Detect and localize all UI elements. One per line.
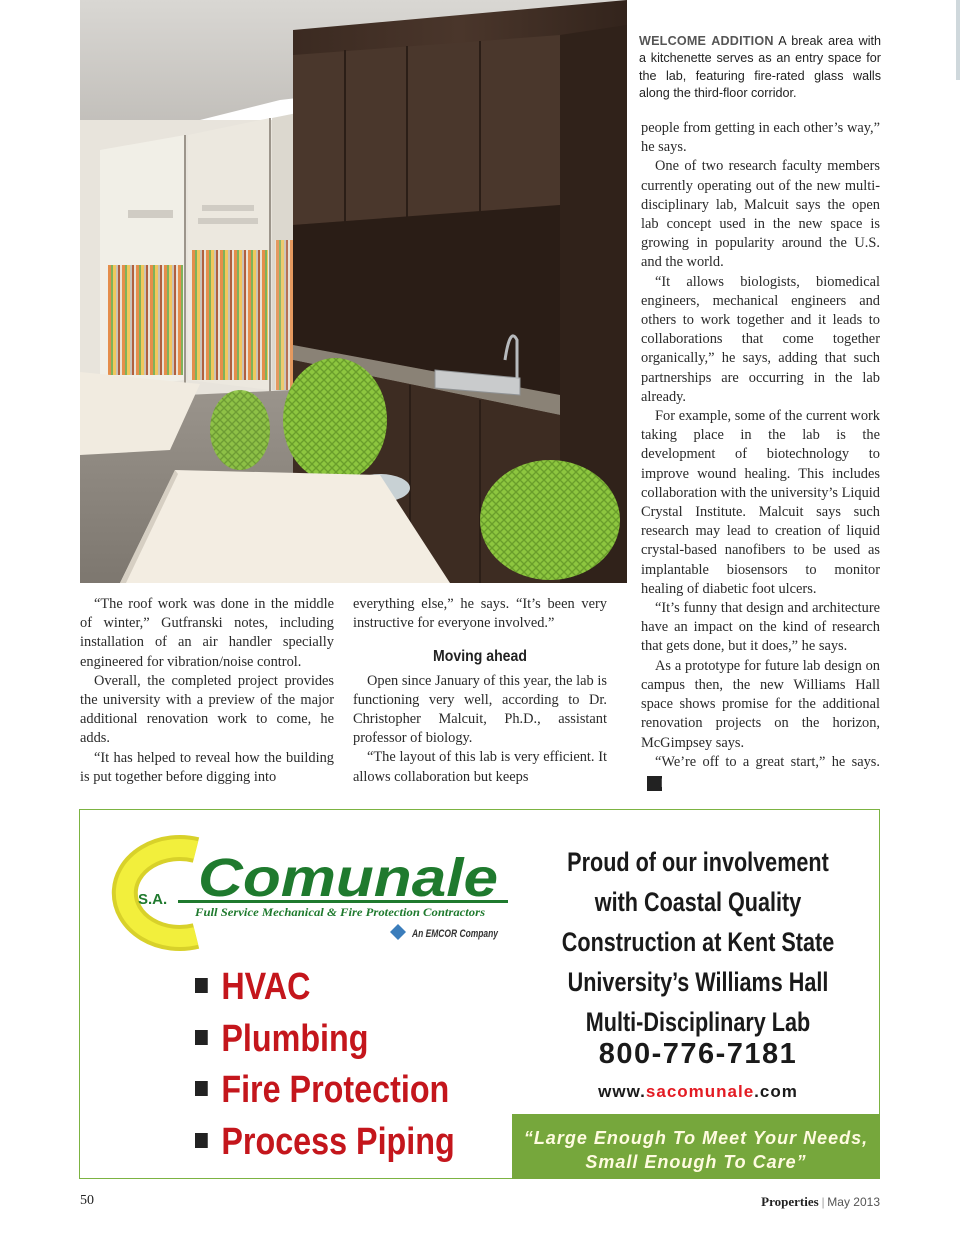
footer-separator: | [821, 1194, 825, 1209]
kitchenette-photo [80, 0, 627, 583]
article-column-3 [641, 119, 880, 791]
paragraph: “The layout of this lab is very efficient. It allows collaboration but keeps [353, 749, 607, 785]
ad-phone-number: 800-776-7181 [598, 1038, 798, 1070]
paragraph: Open since January of this year, the lab is functioning very well, according to Dr. Christopher Malcuit, Ph.D., assistant professor of biology. [353, 672, 607, 747]
comunale-advertisement [79, 809, 880, 1179]
paragraph: “It has helped to reveal how the building is put together before digging into [80, 749, 334, 785]
logo-parent-company: An EMCOR Company [411, 928, 499, 940]
logo-initials: S.A. [138, 891, 168, 908]
running-footer [761, 1194, 880, 1210]
service-item [195, 962, 455, 1014]
comunale-logo [98, 828, 508, 948]
service-label: Fire Protection [221, 1069, 450, 1111]
closing-quote: “We’re off to a great start,” he says. [655, 753, 880, 770]
ad-headline: Proud of our involvement with Coastal Quality Construction at Kent State University’s Williams Hall Multi-Disciplinary Lab [561, 847, 835, 1037]
service-label: Process Piping [221, 1120, 455, 1163]
paragraph: One of two research faculty members currently operating out of the new multi-disciplinary lab, Malcuit says the open lab concept used in the new space is growing in popularity around the U.S. and the world. [641, 158, 880, 271]
service-item [195, 1014, 455, 1066]
services-list [195, 962, 501, 1168]
page-edge [956, 0, 960, 80]
section-subhead: Moving ahead [433, 648, 527, 666]
square-bullet-icon [195, 978, 208, 993]
photo-caption [639, 33, 881, 103]
service-item [195, 1117, 455, 1169]
web-brand: sacomunale [645, 1082, 755, 1101]
square-bullet-icon [195, 1133, 208, 1148]
paragraph: “It allows biologists, biomedical engineers, mechanical engineers and others to work together and it leads to collaborations that come together organically,” he says, adding that such partnerships are occurring in the lab already. [641, 273, 880, 405]
slogan-text [512, 1126, 880, 1174]
paragraph: Overall, the completed project provides the university with a preview of the major additional renovation work to come, he adds. [80, 672, 334, 747]
paragraph: For example, some of the current work taking place in the lab is the development of biotechnology to improve wound healing. This includes collaboration with the university’s Liquid Crystal Institute. Malcuit says such research may lead to creation of liquid crystal-based nanofibers to be used as implantable biosensors to monitor healing of diabetic foot ulcers. [641, 408, 881, 597]
article-column-1 [80, 595, 334, 787]
service-item [195, 1065, 455, 1117]
paragraph: everything else,” he says. “It’s been very instructive for everyone involved.” [353, 596, 607, 632]
slogan-banner [512, 1114, 880, 1179]
caption-text: A break area with a kitchenette serves as an entry space for the lab, featuring fire-rated glass walls along the third-floor corridor. [639, 34, 881, 101]
square-bullet-icon [195, 1081, 208, 1096]
paragraph: As a prototype for future lab design on campus then, the new Williams Hall space shows promise for the additional renovation projects on the horizon, McGimpsey says. [641, 657, 880, 751]
square-bullet-icon [195, 1030, 208, 1045]
page-number: 50 [80, 1193, 94, 1208]
web-suffix: .com [754, 1082, 798, 1101]
paragraph: people from getting in each other’s way,” he says. [641, 120, 880, 156]
article-column-2 [353, 595, 607, 787]
logo-name: Comunale [198, 848, 498, 908]
emcor-diamond-icon [390, 924, 406, 940]
end-of-article-mark: P [647, 776, 662, 791]
service-label: Plumbing [221, 1017, 369, 1060]
logo-tagline: Full Service Mechanical & Fire Protection Contractors [193, 905, 486, 919]
caption-heading: WELCOME ADDITION [639, 34, 774, 48]
slogan-line: Small Enough To Care” [585, 1152, 807, 1172]
paragraph: “It’s funny that design and architecture have an impact on the kind of research that gets done, but it does,” he says. [641, 600, 880, 655]
magazine-name: Properties [761, 1194, 819, 1209]
web-prefix: www. [598, 1082, 646, 1101]
service-label: HVAC [221, 966, 311, 1008]
ad-website [525, 1082, 871, 1102]
paragraph-last [641, 753, 880, 791]
slogan-line: “Large Enough To Meet Your Needs, [523, 1128, 869, 1148]
paragraph: “The roof work was done in the middle of winter,” Gutfranski notes, including installation of an air handler specially engineered for vibration/noise control. [80, 596, 334, 670]
issue-date: May 2013 [827, 1195, 880, 1209]
